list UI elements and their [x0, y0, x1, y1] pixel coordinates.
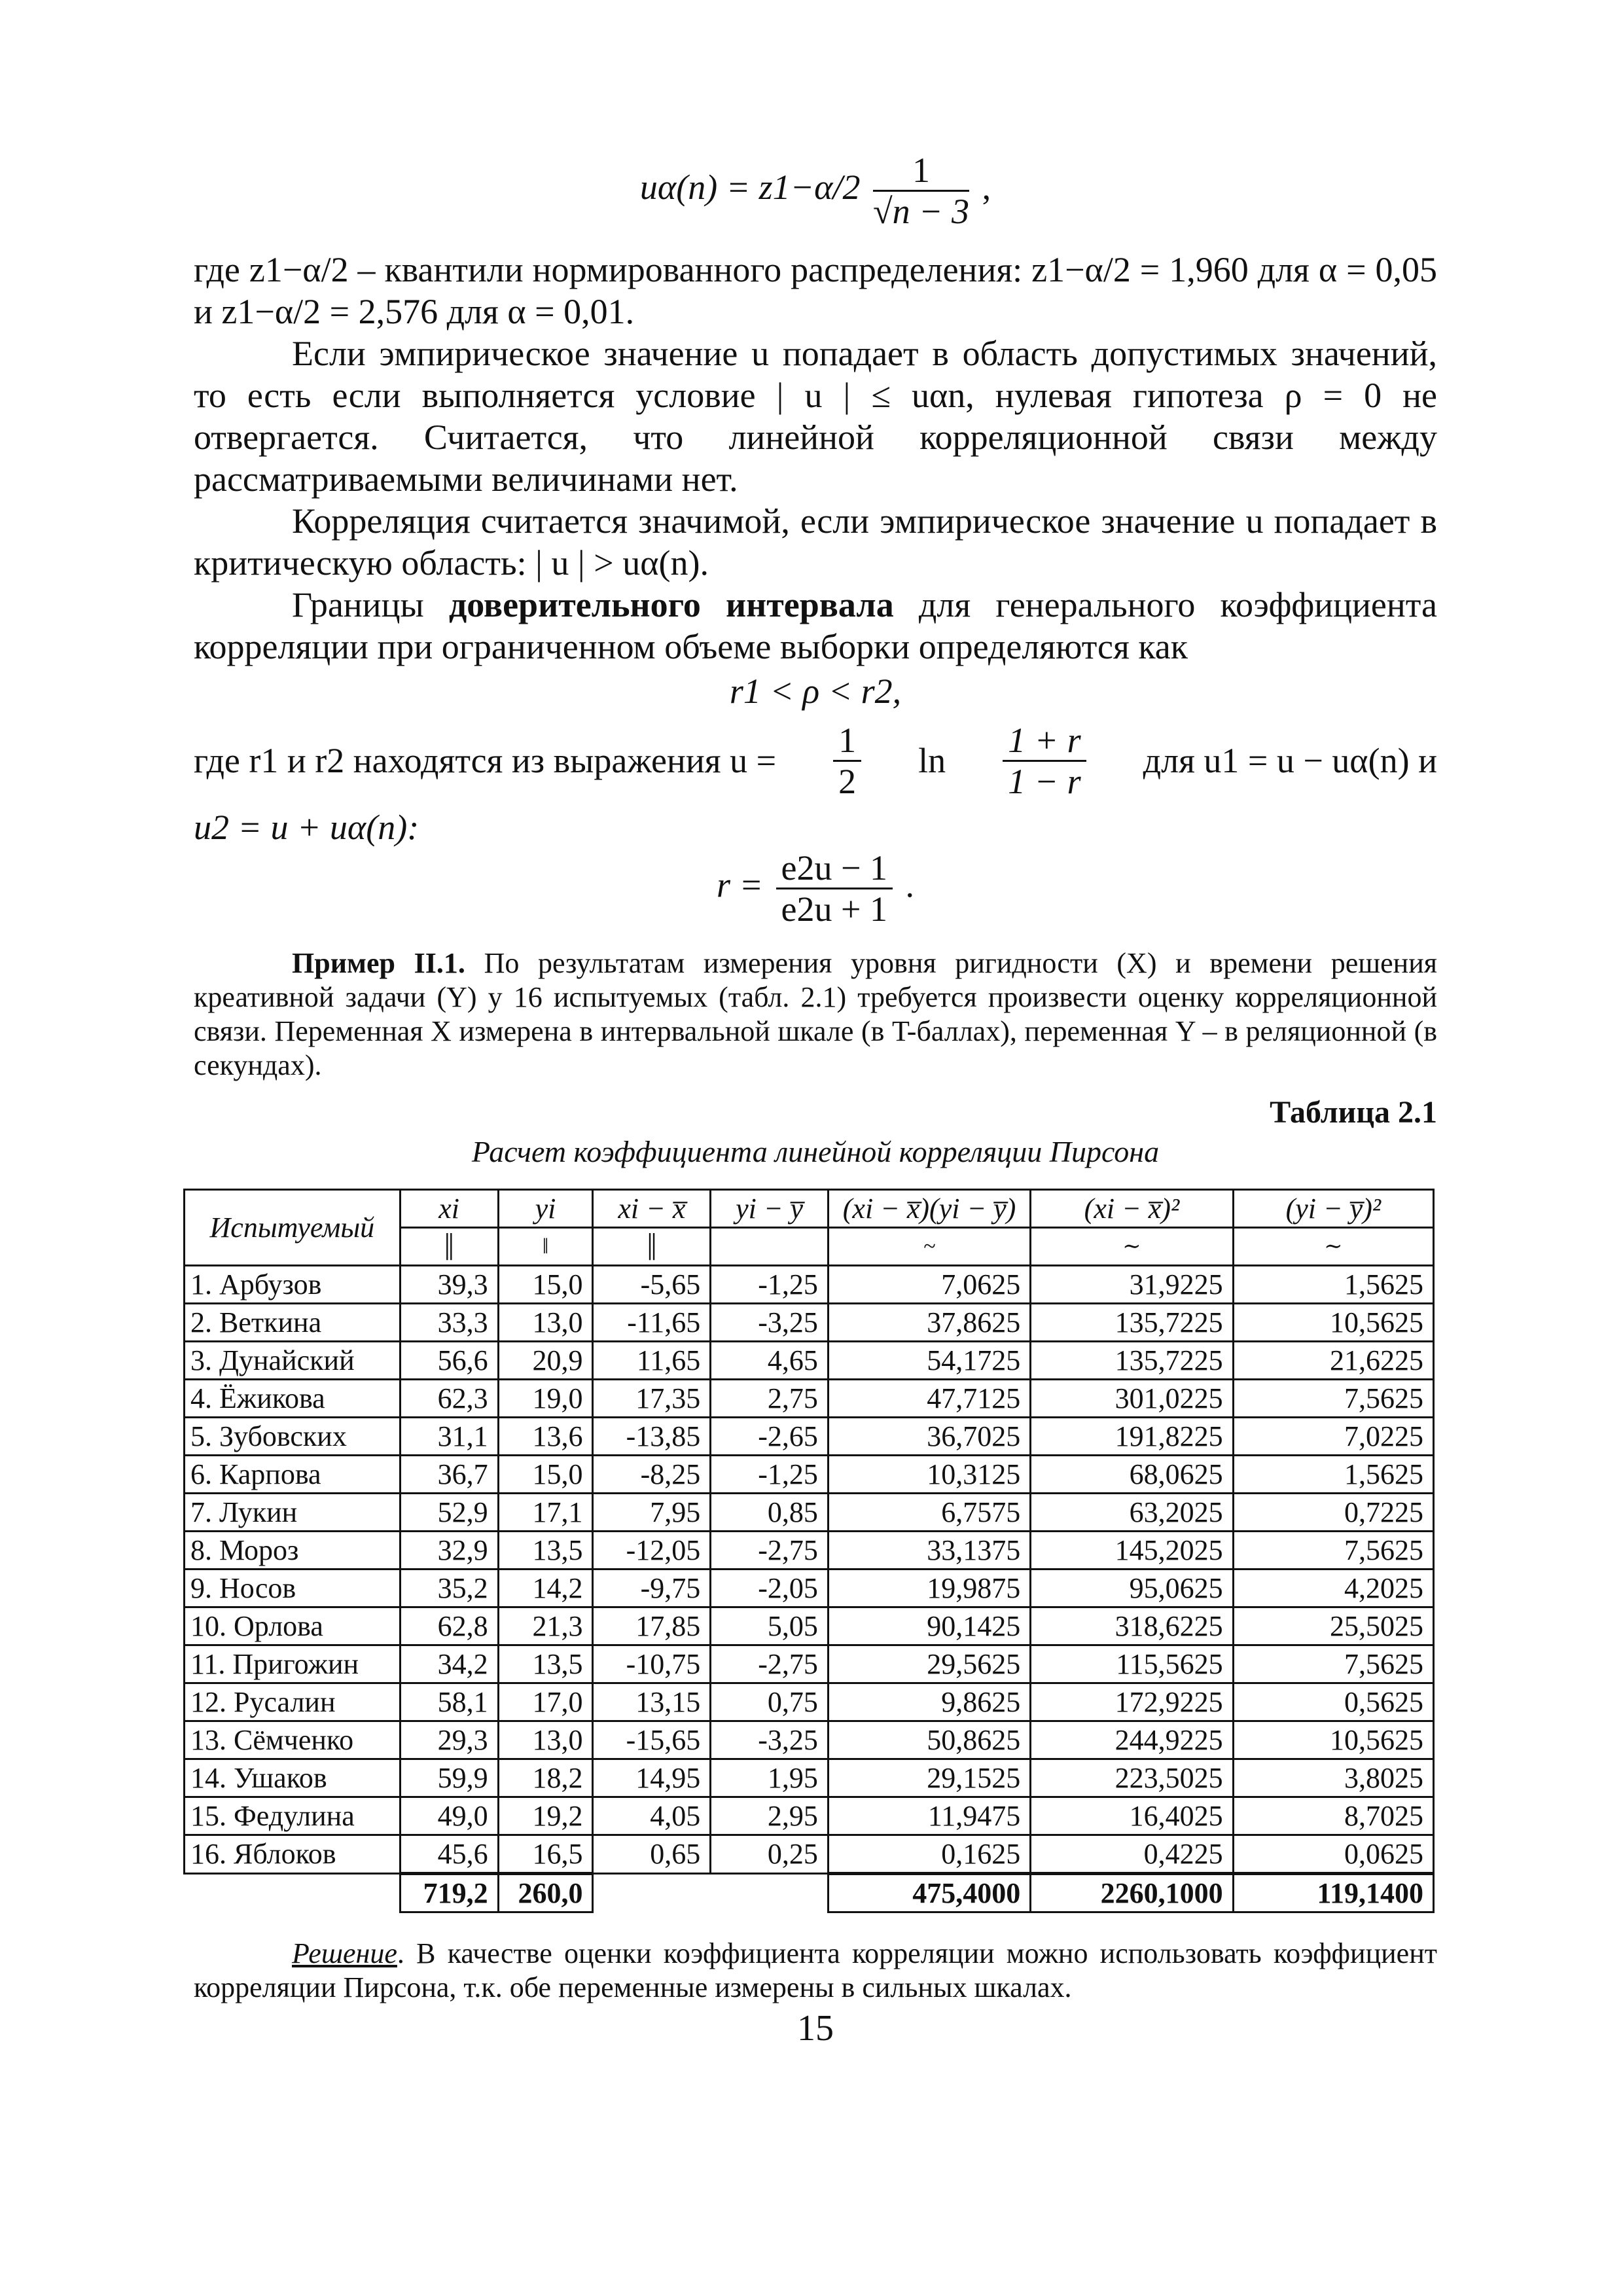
ci-post: для генерального коэффициента корреляции при ограниченном объеме выборки определяются как: [194, 585, 1437, 666]
table-cell-subject: 1. Арбузов: [185, 1266, 401, 1304]
table-cell-subject: 8. Мороз: [185, 1532, 401, 1570]
table-cell-value: 9,8625: [828, 1683, 1030, 1721]
table-cell-value: 62,3: [400, 1380, 498, 1418]
table-cell-value: 16,4025: [1031, 1797, 1233, 1835]
total-yy: 119,1400: [1233, 1874, 1433, 1912]
table-cell-value: 191,8225: [1031, 1418, 1233, 1456]
r-expr-pre: где r1 и r2 находятся из выражения u =: [194, 741, 777, 780]
header-subject: Испытуемый: [185, 1190, 401, 1266]
table-cell-subject: 9. Носов: [185, 1570, 401, 1607]
table-cell-value: 17,0: [498, 1683, 593, 1721]
paragraph-u2: u2 = u + uα(n):: [194, 808, 419, 847]
table-cell-value: 54,1725: [828, 1342, 1030, 1380]
table-row: [185, 1645, 1434, 1683]
table-cell-value: 33,3: [400, 1304, 498, 1342]
table-cell-value: -9,75: [593, 1570, 711, 1607]
formula-r-exp: [194, 848, 1437, 946]
table-row: [185, 1607, 1434, 1645]
table-cell-value: 4,05: [593, 1797, 711, 1835]
table-cell-value: 2,95: [711, 1797, 829, 1835]
table-cell-value: -1,25: [711, 1456, 829, 1494]
table-cell-value: -15,65: [593, 1721, 711, 1759]
table-row: [185, 1494, 1434, 1532]
r-expr-half: [833, 721, 861, 801]
document-page: [190, 151, 1437, 2049]
table-cell-value: -12,05: [593, 1532, 711, 1570]
table-cell-value: 3,8025: [1233, 1759, 1433, 1797]
table-cell-subject: 10. Орлова: [185, 1607, 401, 1645]
table-cell-value: 7,95: [593, 1494, 711, 1532]
table-cell-value: 36,7025: [828, 1418, 1030, 1456]
r-expr-ln-num: 1 + r: [1003, 721, 1086, 762]
table-cell-value: 16,5: [498, 1835, 593, 1874]
table-cell-value: 0,7225: [1233, 1494, 1433, 1532]
table-cell-value: 45,6: [400, 1835, 498, 1874]
table-cell-value: -2,75: [711, 1645, 829, 1683]
table-cell-subject: 2. Веткина: [185, 1304, 401, 1342]
table-caption: Расчет коэффициента линейной корреляции Пирсона: [471, 1135, 1160, 1168]
table-cell-subject: 14. Ушаков: [185, 1759, 401, 1797]
table-cell-value: 301,0225: [1031, 1380, 1233, 1418]
header-x: xi: [400, 1190, 498, 1228]
ci-bold: доверительного интервала: [448, 585, 894, 624]
table-header-row: [185, 1190, 1434, 1228]
table-cell-value: 31,9225: [1031, 1266, 1233, 1304]
pearson-table: [183, 1189, 1435, 1913]
mark-dxdy: ~: [828, 1228, 1030, 1266]
table-cell-value: 68,0625: [1031, 1456, 1233, 1494]
table-cell-value: 223,5025: [1031, 1759, 1233, 1797]
table-cell-value: 135,7225: [1031, 1304, 1233, 1342]
table-cell-subject: 16. Яблоков: [185, 1835, 401, 1874]
table-cell-value: 0,5625: [1233, 1683, 1433, 1721]
table-cell-subject: 15. Федулина: [185, 1797, 401, 1835]
header-dy: yi − y̅: [711, 1190, 829, 1228]
table-cell-value: 6,7575: [828, 1494, 1030, 1532]
table-row: [185, 1683, 1434, 1721]
mark-y: ‖: [498, 1228, 593, 1266]
table-cell-value: 32,9: [400, 1532, 498, 1570]
table-cell-value: 17,35: [593, 1380, 711, 1418]
table-body: [185, 1266, 1434, 1874]
example-text: По результатам измерения уровня ригидности (X) и времени решения креативной задачи (Y) у 16 испытуемых (табл. 2.1) требуется произвести оценку корреляционной связи. Переменная X измерена в интервальной шкале (в T-баллах), переменная Y – в реляционной (в секундах).: [194, 947, 1437, 1081]
table-cell-value: 34,2: [400, 1645, 498, 1683]
table-cell-value: 13,6: [498, 1418, 593, 1456]
table-cell-value: -3,25: [711, 1304, 829, 1342]
table-cell-value: 244,9225: [1031, 1721, 1233, 1759]
table-cell-value: -8,25: [593, 1456, 711, 1494]
example-label: Пример II.1.: [292, 947, 465, 979]
table-cell-value: -2,65: [711, 1418, 829, 1456]
total-x: 719,2: [400, 1874, 498, 1912]
table-cell-value: 8,7025: [1233, 1797, 1433, 1835]
paragraph-example: [194, 946, 1437, 1083]
table-cell-value: 7,5625: [1233, 1645, 1433, 1683]
table-cell-value: 29,3: [400, 1721, 498, 1759]
table-cell-value: 10,5625: [1233, 1721, 1433, 1759]
formula-u-alpha-trail: ,: [982, 167, 991, 207]
table-cell-value: 11,65: [593, 1342, 711, 1380]
table-cell-value: 5,05: [711, 1607, 829, 1645]
table-cell-value: -1,25: [711, 1266, 829, 1304]
header-dx: xi − x̅: [593, 1190, 711, 1228]
table-cell-value: -5,65: [593, 1266, 711, 1304]
formula-u-alpha-numerator: 1: [873, 151, 969, 192]
r-expr-half-num: 1: [833, 721, 861, 762]
table-cell-value: 56,6: [400, 1342, 498, 1380]
total-xy: 475,4000: [828, 1874, 1030, 1912]
table-cell-value: -13,85: [593, 1418, 711, 1456]
formula-r-exp-trail: .: [905, 865, 914, 905]
table-cell-value: 1,5625: [1233, 1456, 1433, 1494]
table-row: [185, 1532, 1434, 1570]
table-cell-subject: 12. Русалин: [185, 1683, 401, 1721]
table-cell-subject: 5. Зубовских: [185, 1418, 401, 1456]
table-cell-value: 14,95: [593, 1759, 711, 1797]
formula-interval: r1 < ρ < r2,: [729, 672, 902, 711]
table-cell-value: 13,5: [498, 1645, 593, 1683]
table-cell-value: 37,8625: [828, 1304, 1030, 1342]
table-cell-value: 63,2025: [1031, 1494, 1233, 1532]
totals-gap-1: [593, 1874, 711, 1912]
table-row: [185, 1456, 1434, 1494]
table-cell-subject: 7. Лукин: [185, 1494, 401, 1532]
mark-x: ║: [400, 1228, 498, 1266]
table-row: [185, 1759, 1434, 1797]
table-cell-value: 47,7125: [828, 1380, 1030, 1418]
formula-r-exp-lhs: r =: [717, 865, 764, 905]
table-cell-value: 25,5025: [1233, 1607, 1433, 1645]
table-row: [185, 1835, 1434, 1874]
table-cell-subject: 6. Карпова: [185, 1456, 401, 1494]
r-expr-ln-den: 1 − r: [1008, 761, 1081, 801]
table-cell-value: 13,0: [498, 1304, 593, 1342]
table-cell-value: 50,8625: [828, 1721, 1030, 1759]
table-cell-value: 13,0: [498, 1721, 593, 1759]
table-cell-value: 115,5625: [1031, 1645, 1233, 1683]
table-row: [185, 1342, 1434, 1380]
table-cell-value: 95,0625: [1031, 1570, 1233, 1607]
table-row: [185, 1721, 1434, 1759]
table-cell-value: 19,0: [498, 1380, 593, 1418]
solution-text: . В качестве оценки коэффициента корреляции можно использовать коэффициент корреляции Пирсона, т.к. обе переменные измерены в сильных шкалах.: [194, 1937, 1437, 2003]
formula-u-alpha-fraction: [873, 151, 969, 231]
table-cell-subject: 3. Дунайский: [185, 1342, 401, 1380]
table-cell-value: 49,0: [400, 1797, 498, 1835]
mark-dy2: ∼: [1233, 1228, 1433, 1266]
header-dy2: (yi − y̅)²: [1233, 1190, 1433, 1228]
table-cell-value: 11,9475: [828, 1797, 1030, 1835]
table-row: [185, 1570, 1434, 1607]
table-cell-value: 31,1: [400, 1418, 498, 1456]
table-cell-value: 62,8: [400, 1607, 498, 1645]
table-totals-row: [185, 1874, 1434, 1912]
header-y: yi: [498, 1190, 593, 1228]
table-cell-value: -2,75: [711, 1532, 829, 1570]
totals-blank: [185, 1874, 401, 1912]
table-row: [185, 1797, 1434, 1835]
table-cell-value: 318,6225: [1031, 1607, 1233, 1645]
table-cell-value: 59,9: [400, 1759, 498, 1797]
total-xx: 2260,1000: [1031, 1874, 1233, 1912]
header-dxdy: (xi − x̅)(yi − y̅): [828, 1190, 1030, 1228]
mark-dx2: ∼: [1031, 1228, 1233, 1266]
table-cell-value: 52,9: [400, 1494, 498, 1532]
table-cell-value: 4,2025: [1233, 1570, 1433, 1607]
table-label: Таблица 2.1: [1270, 1095, 1437, 1130]
paragraph-solution: [194, 1937, 1437, 2005]
formula-r-exp-fraction: [776, 848, 893, 929]
paragraph-confidence-interval: [194, 584, 1437, 668]
table-cell-value: 17,1: [498, 1494, 593, 1532]
table-cell-value: 36,7: [400, 1456, 498, 1494]
paragraph-r-expression: [194, 715, 1437, 806]
paragraph-quantiles: где z1−α/2 – квантили нормированного распределения: z1−α/2 = 1,960 для α = 0,05 и z1−α/2 = 2,576 для α = 0,01.: [194, 250, 1437, 331]
table-cell-value: 18,2: [498, 1759, 593, 1797]
table-cell-value: -10,75: [593, 1645, 711, 1683]
table-cell-value: 21,3: [498, 1607, 593, 1645]
table-cell-value: 19,2: [498, 1797, 593, 1835]
table-cell-subject: 4. Ёжикова: [185, 1380, 401, 1418]
table-cell-value: 13,15: [593, 1683, 711, 1721]
table-cell-value: 21,6225: [1233, 1342, 1433, 1380]
paragraph-significance: Корреляция считается значимой, если эмпирическое значение u попадает в критическую область: | u | > uα(n).: [194, 501, 1437, 583]
mark-dy: [711, 1228, 829, 1266]
table-cell-value: 35,2: [400, 1570, 498, 1607]
table-cell-value: 7,0225: [1233, 1418, 1433, 1456]
table-cell-value: 20,9: [498, 1342, 593, 1380]
solution-label: Решение: [292, 1937, 397, 1969]
table-cell-value: 33,1375: [828, 1532, 1030, 1570]
totals-gap-2: [711, 1874, 829, 1912]
table-row: [185, 1304, 1434, 1342]
ci-pre: Границы: [292, 585, 449, 624]
table-cell-value: 90,1425: [828, 1607, 1030, 1645]
table-cell-value: 1,95: [711, 1759, 829, 1797]
r-expr-post: для u1 = u − uα(n) и: [1143, 741, 1437, 780]
table-cell-value: 13,5: [498, 1532, 593, 1570]
table-cell-value: -3,25: [711, 1721, 829, 1759]
formula-u-alpha-lhs: uα(n) = z1−α/2: [639, 167, 861, 207]
table-cell-value: 17,85: [593, 1607, 711, 1645]
mark-dx: ║: [593, 1228, 711, 1266]
table-cell-value: 7,0625: [828, 1266, 1030, 1304]
table-cell-value: 14,2: [498, 1570, 593, 1607]
table-cell-value: -2,05: [711, 1570, 829, 1607]
total-y: 260,0: [498, 1874, 593, 1912]
table-cell-value: 0,1625: [828, 1835, 1030, 1874]
formula-u-alpha: [194, 151, 1437, 249]
table-cell-value: 1,5625: [1233, 1266, 1433, 1304]
table-cell-value: 4,65: [711, 1342, 829, 1380]
table-cell-value: 7,5625: [1233, 1532, 1433, 1570]
table-row: [185, 1418, 1434, 1456]
table-cell-value: 2,75: [711, 1380, 829, 1418]
formula-r-exp-den: e2u + 1: [781, 889, 887, 929]
table-row: [185, 1380, 1434, 1418]
table-cell-value: 58,1: [400, 1683, 498, 1721]
paragraph-acceptance: Если эмпирическое значение u попадает в область допустимых значений, то есть если выполняется условие | u | ≤ uαn, нулевая гипотеза ρ = 0 не отвергается. Считается, что линейной корреляционной связи между рассматриваемыми величинами нет.: [194, 334, 1437, 499]
page-number: 15: [797, 2008, 834, 2049]
table-cell-value: 15,0: [498, 1456, 593, 1494]
table-cell-value: 135,7225: [1031, 1342, 1233, 1380]
table-cell-value: 15,0: [498, 1266, 593, 1304]
table-cell-value: 19,9875: [828, 1570, 1030, 1607]
table-cell-value: 39,3: [400, 1266, 498, 1304]
formula-u-alpha-denominator: √n − 3: [872, 192, 970, 231]
table-cell-value: 0,65: [593, 1835, 711, 1874]
table-cell-value: 145,2025: [1031, 1532, 1233, 1570]
table-cell-value: 29,5625: [828, 1645, 1030, 1683]
table-cell-value: -11,65: [593, 1304, 711, 1342]
table-cell-value: 0,0625: [1233, 1835, 1433, 1874]
table-cell-subject: 13. Сёмченко: [185, 1721, 401, 1759]
table-cell-value: 172,9225: [1031, 1683, 1233, 1721]
header-dx2: (xi − x̅)²: [1031, 1190, 1233, 1228]
table-cell-subject: 11. Пригожин: [185, 1645, 401, 1683]
table-cell-value: 10,5625: [1233, 1304, 1433, 1342]
table-row: [185, 1266, 1434, 1304]
r-expr-ln-fraction: [1003, 721, 1086, 801]
table-cell-value: 0,4225: [1031, 1835, 1233, 1874]
table-cell-value: 7,5625: [1233, 1380, 1433, 1418]
r-expr-half-den: 2: [838, 761, 857, 801]
table-cell-value: 0,25: [711, 1835, 829, 1874]
table-cell-value: 0,85: [711, 1494, 829, 1532]
formula-r-exp-num: e2u − 1: [776, 848, 893, 889]
table-cell-value: 0,75: [711, 1683, 829, 1721]
table-cell-value: 10,3125: [828, 1456, 1030, 1494]
r-expr-ln: ln: [918, 741, 946, 780]
table-cell-value: 29,1525: [828, 1759, 1030, 1797]
